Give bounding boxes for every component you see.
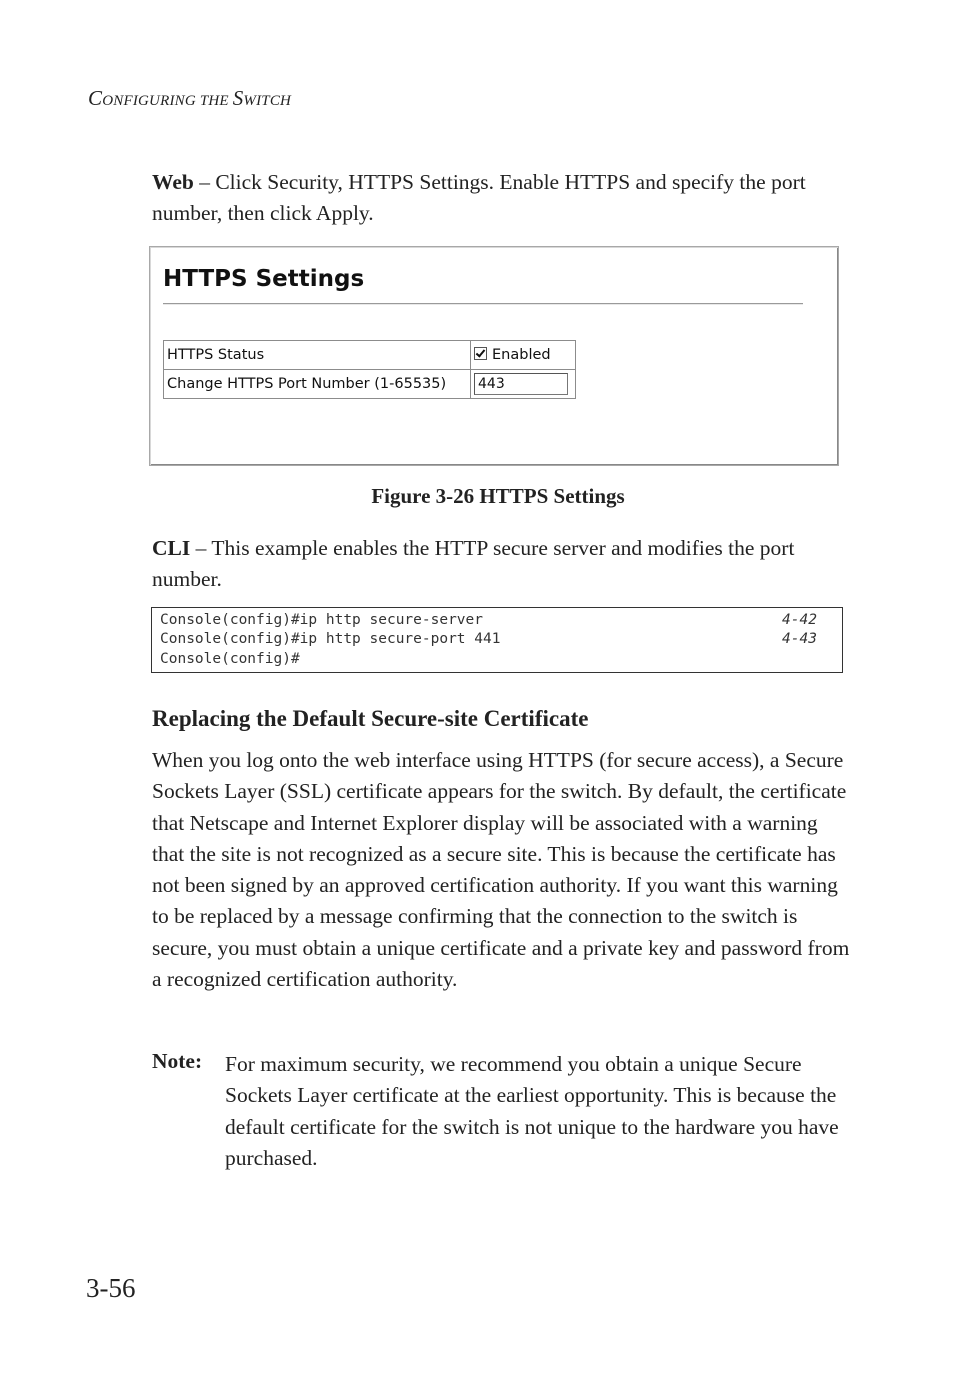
cli-code-example	[151, 607, 843, 673]
https-port-row	[164, 370, 576, 399]
running-header-witch: WITCH	[243, 93, 292, 109]
running-header-initial-s: S	[232, 86, 244, 110]
running-header-configuring: ONFIGURING THE	[102, 93, 233, 109]
panel-title: HTTPS Settings	[163, 266, 365, 292]
section-body: When you log onto the web interface using HTTPS (for secure access), a Secure Sockets Layer (SSL) certificate appears for the switch. By default, the certificate that Netscape and Internet Explorer display will be associated with a warning that the site is not recognized as a secure site. This is because the certificate has not been signed by an approved certification authority. If you want this warning to be replaced by a message confirming that the connection to the switch is secure, you must obtain a unique certificate and a private key and password from a recognized certification authority.	[152, 748, 850, 992]
https-port-label: Change HTTPS Port Number (1-65535)	[164, 370, 471, 399]
code-reference: 4-42	[782, 612, 817, 628]
settings-table	[163, 340, 576, 399]
page-number: 3-56	[86, 1273, 136, 1303]
code-line: Console(config)#ip http secure-port 441	[160, 631, 501, 647]
code-reference: 4-43	[782, 631, 817, 647]
running-header-initial-c: C	[88, 86, 103, 110]
note-label: Note:	[152, 1049, 203, 1073]
enabled-checkbox[interactable]	[474, 347, 487, 360]
code-line: Console(config)#ip http secure-server	[160, 612, 484, 628]
https-status-label: HTTPS Status	[164, 341, 471, 370]
section-heading: Replacing the Default Secure-site Certificate	[152, 706, 589, 731]
cli-instructions	[152, 533, 852, 596]
running-header	[88, 86, 291, 111]
figure-caption: Figure 3-26 HTTPS Settings	[371, 484, 625, 508]
web-text: – Click Security, HTTPS Settings. Enable HTTPS and specify the port number, then click Apply.	[152, 170, 806, 226]
web-instructions	[152, 167, 852, 230]
https-status-row	[164, 341, 576, 370]
https-status-cell	[471, 341, 576, 370]
https-port-input[interactable]	[474, 373, 568, 395]
web-lead: Web	[152, 170, 194, 194]
enabled-checkbox-label: Enabled	[492, 347, 551, 363]
cli-lead: CLI	[152, 536, 191, 560]
code-line: Console(config)#	[160, 651, 300, 667]
note-text: For maximum security, we recommend you obtain a unique Secure Sockets Layer certificate at the earliest opportunity. This is because the default certificate for the switch is not unique to the hardware you have purchased.	[225, 1052, 839, 1170]
https-settings-figure	[149, 246, 839, 466]
title-divider	[163, 303, 803, 305]
cli-text: – This example enables the HTTP secure server and modifies the port number.	[152, 536, 795, 592]
https-port-cell	[471, 370, 576, 399]
